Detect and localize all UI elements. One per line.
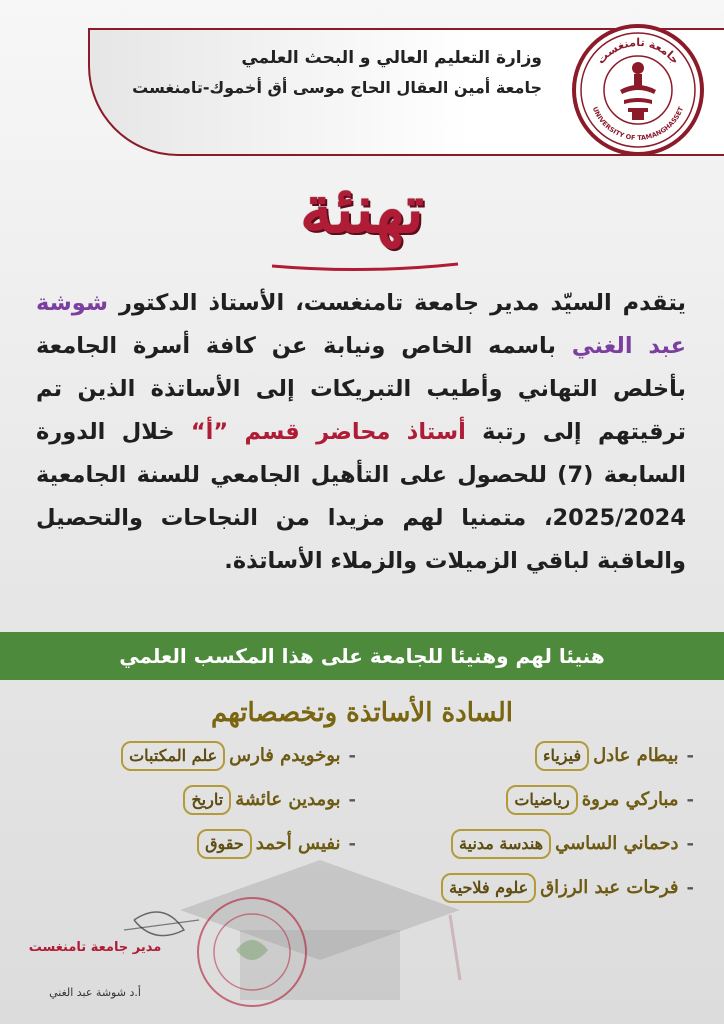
paragraph-part-3: خلال الدورة السابعة (7) للحصول على التأهيل الجامعي للسنة الجامعية 2025/2024، متمنيا لهم مزيدا من النجاحات والتحصيل والعاقبة لباقي الزميلات والزملاء الأساتذة.: [36, 419, 686, 574]
list-dash: -: [686, 745, 694, 766]
professors-column-right: [364, 734, 694, 910]
paragraph-part-2: باسمه الخاص ونيابة عن كافة أسرة الجامعة بأخلص التهاني وأطيب التبريكات إلى الأساتذة الذين تم ترقيتهم إلى رتبة: [36, 333, 686, 445]
university-logo: [568, 20, 708, 160]
professor-specialty: علوم فلاحية: [441, 873, 536, 903]
professor-name: دحماني الساسي: [555, 833, 679, 854]
professor-entry: [364, 778, 694, 822]
professor-name: فرحات عبد الرزاق: [540, 877, 679, 898]
congratulation-paragraph: [36, 282, 686, 583]
svg-text:جامعة تامنغست: جامعة تامنغست: [594, 35, 682, 67]
professor-specialty: تاريخ: [183, 785, 231, 815]
list-dash: -: [348, 833, 356, 854]
professor-specialty: رياضيات: [506, 785, 577, 815]
list-dash: -: [348, 789, 356, 810]
professor-specialty: فيزياء: [535, 741, 589, 771]
congrats-banner: [0, 632, 724, 680]
professor-entry: [364, 866, 694, 910]
professor-specialty: علم المكتبات: [121, 741, 225, 771]
professor-entry: [26, 822, 356, 866]
header-text: [62, 48, 542, 97]
professor-specialty: هندسة مدنية: [451, 829, 551, 859]
svg-text:UNIVERSITY OF TAMANGHASSET: UNIVERSITY OF TAMANGHASSET: [590, 105, 686, 143]
professors-column-left: [26, 734, 356, 866]
banner-text: هنيئا لهم وهنيئا للجامعة على هذا المكسب العلمي: [119, 644, 605, 668]
professors-heading: السادة الأساتذة وتخصصاتهم: [211, 698, 513, 728]
director-name: شوشة عبد الغني: [36, 290, 686, 359]
professor-entry: [364, 734, 694, 778]
page-title: تهنئة: [299, 170, 424, 248]
promotion-rank: أستاذ محاضر قسم ”أ“: [190, 419, 466, 445]
professor-name: نفيس أحمد: [255, 833, 341, 854]
professor-entry: [26, 778, 356, 822]
professor-entry: [26, 734, 356, 778]
ministry-name: وزارة التعليم العالي و البحث العلمي: [241, 48, 542, 68]
signature-name: أ.د شوشة عبد الغني: [49, 986, 141, 999]
professor-name: مباركي مروة: [581, 789, 679, 810]
professor-name: بومدين عائشة: [235, 789, 341, 810]
paragraph-part-1: يتقدم السيّد مدير جامعة تامنغست، الأستاذ الدكتور: [108, 290, 686, 316]
professor-specialty: حقوق: [197, 829, 252, 859]
professor-name: بيطام عادل: [593, 745, 679, 766]
title-swash-decoration: [270, 260, 460, 272]
list-dash: -: [348, 745, 356, 766]
list-dash: -: [686, 833, 694, 854]
list-dash: -: [686, 877, 694, 898]
professor-entry: [364, 822, 694, 866]
professor-name: بوخويدم فارس: [229, 745, 341, 766]
list-dash: -: [686, 789, 694, 810]
university-name: جامعة أمين العقال الحاج موسى أق أخموك-تامنغست: [132, 78, 542, 97]
signature-title: مدير جامعة تامنغست: [28, 940, 162, 955]
